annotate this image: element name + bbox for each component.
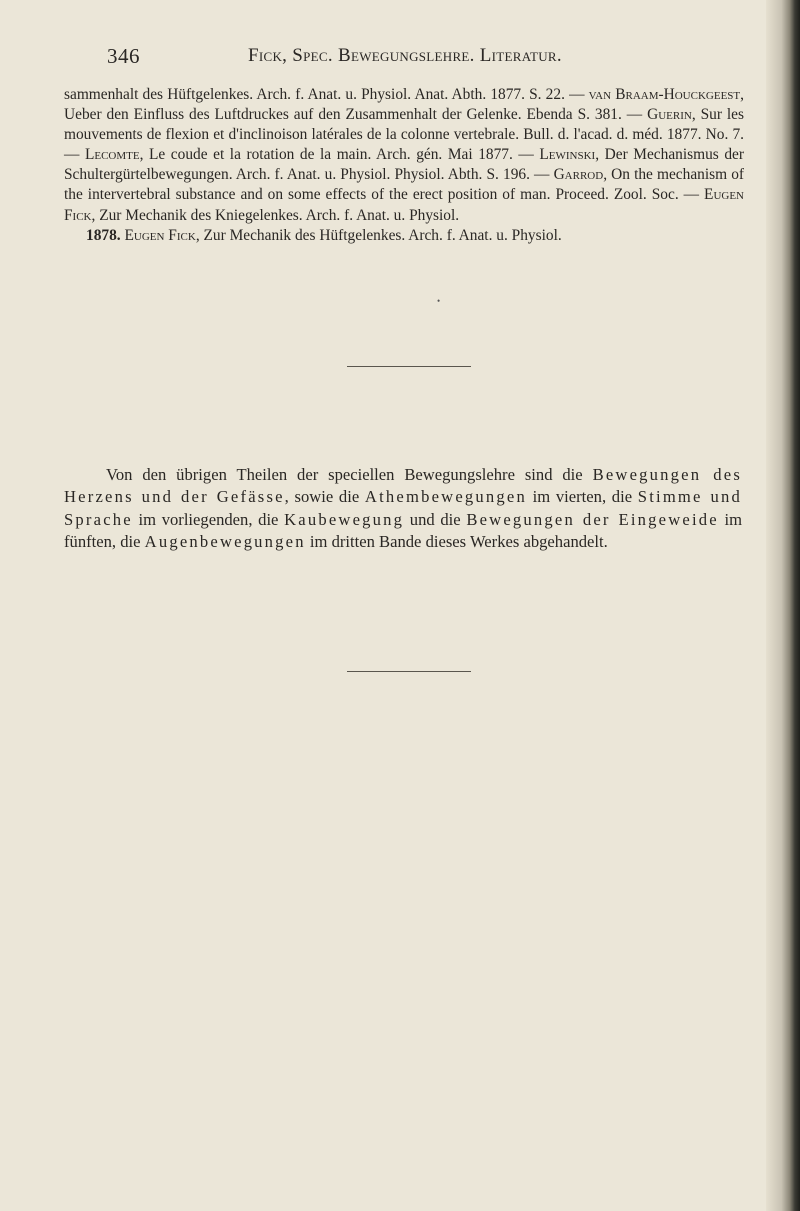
- bibliography-year-entry: [64, 226, 744, 246]
- text-run: im dritten Bande dieses Werkes abgehandelt.: [305, 532, 608, 552]
- spaced-term: Augenbewegungen: [144, 532, 306, 552]
- page-edge-shadow: [766, 0, 800, 1211]
- text-run: im fünften, die: [64, 509, 743, 552]
- section-divider-bottom: [347, 671, 471, 672]
- text-run: im vorliegenden, die: [132, 509, 285, 529]
- bib-text: , Le coude et la rotation de la main. Arch. gén. Mai 1877. —: [139, 146, 540, 164]
- spaced-term: Kaubewegung: [284, 509, 405, 529]
- bibliography-continuation: [64, 85, 744, 226]
- bib-author: Lewinski: [539, 146, 596, 164]
- section-divider-top: [347, 366, 471, 367]
- bibliography: [64, 85, 744, 246]
- bib-author: Garrod: [553, 166, 604, 184]
- bib-text: , On the mechanism of the intervertebral substance and on some effects of the erect position of man. Proceed. Zool. Soc. —: [64, 166, 745, 204]
- bib-text: , Der Mechanismus der Schultergürtelbewegungen. Arch. f. Anat. u. Physiol. Physiol. Abth. S. 196. —: [64, 146, 744, 184]
- bib-author: Eugen Fick: [64, 186, 744, 224]
- bib-text: sammenhalt des Hüftgelenkes. Arch. f. Anat. u. Physiol. Anat. Abth. 1877. S. 22. —: [64, 86, 585, 103]
- spaced-term: Bewegungen des Herzens und der Gefässe: [64, 465, 743, 507]
- spaced-term: Athembewegungen: [364, 487, 527, 507]
- bib-author: van Braam-Houckgeest: [588, 86, 741, 103]
- bib-author: Guerin: [647, 106, 692, 124]
- running-head: Fick, Spec. Bewegungslehre. Literatur.: [248, 45, 562, 66]
- text-run: und die: [404, 509, 467, 529]
- text-run: im vierten, die: [526, 487, 638, 507]
- spaced-term: Stimme und Sprache: [64, 487, 742, 529]
- spaced-term: Bewegungen der Eingeweide: [466, 509, 719, 529]
- bib-author: Eugen Fick: [124, 226, 196, 244]
- bib-text: , Sur les mouvements de flexion et d'inclinoison latérales de la colonne vertebrale. Bull. d. l'acad. d. méd. 1877. No. 7. —: [64, 106, 744, 164]
- print-speck: •: [437, 296, 441, 306]
- bib-text: , Zur Mechanik des Hüftgelenkes. Arch. f. Anat. u. Physiol.: [195, 226, 562, 244]
- bib-year: 1878.: [86, 226, 121, 244]
- bib-author: Lecomte: [84, 146, 140, 164]
- paragraph: [64, 464, 742, 554]
- text-run: Von den übrigen Theilen der speciellen Bewegungslehre sind die: [106, 465, 593, 484]
- page-number: 346: [107, 44, 140, 68]
- body-paragraph: [64, 464, 742, 554]
- page-header: [65, 44, 745, 74]
- bib-text: , Ueber den Einfluss des Luftdruckes auf den Zusammenhalt der Gelenke. Ebenda S. 381. —: [64, 86, 744, 124]
- bib-text: , Zur Mechanik des Kniegelenkes. Arch. f. Anat. u. Physiol.: [91, 206, 460, 224]
- text-run: , sowie die: [284, 487, 365, 507]
